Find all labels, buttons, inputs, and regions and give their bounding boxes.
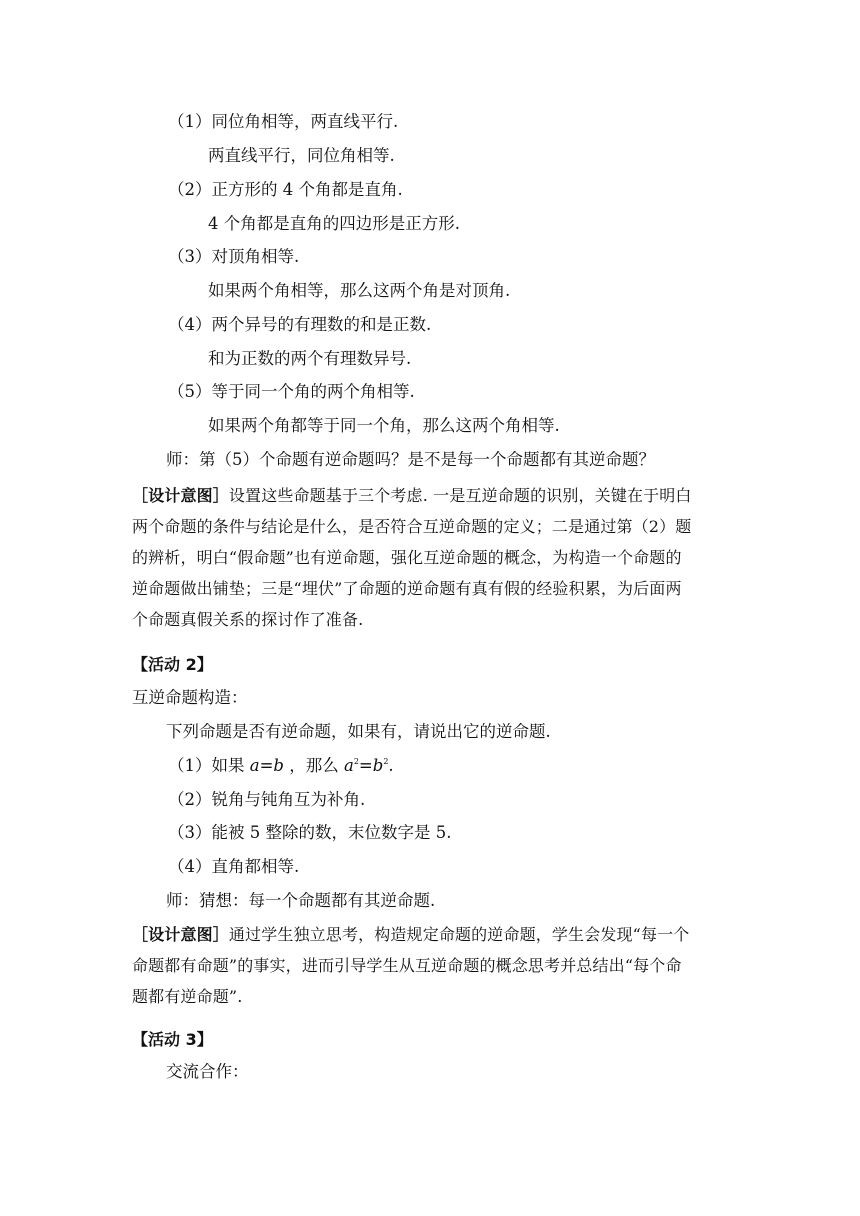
design-intent-1: ［设计意图］设置这些命题基于三个考虑. 一是互逆命题的识别，关键在于明白 两个命题的条件与结论是什么，是否符合互逆命题的定义；二是通过第（2）题 的辨析，明白“假命题”也有逆命题，强化互逆命题的概念，为构造一个命题的 逆命题做出铺垫；三是“埋伏”了命题的逆命题有真有假的经验积累，为后面两 个命题真假关系的探讨作了准备. xyxy=(132,486,692,629)
converse-5: 如果两个角都等于同一个角，那么这两个角相等. xyxy=(208,416,560,435)
proposition-2: （2）锐角与钝角互为补角. xyxy=(168,790,366,809)
converse-3: 如果两个角相等，那么这两个角是对顶角. xyxy=(208,281,511,300)
statement-4: （4）两个异号的有理数的和是正数. xyxy=(168,315,432,334)
statement-2: （2）正方形的 4 个角都是直角. xyxy=(168,180,403,199)
teacher-question: 师：第（5）个命题有逆命题吗？是不是每一个命题都有其逆命题？ xyxy=(166,450,655,469)
proposition-1: （1）如果 a=b ，那么 $a^2=b^2$. xyxy=(168,756,394,775)
activity-2-heading: 【活动 2】 xyxy=(132,655,213,674)
proposition-3: （3）能被 5 整除的数，末位数字是 5. xyxy=(168,823,452,842)
converse-4: 和为正数的两个有理数异号. xyxy=(208,349,412,368)
activity-2-instruction: 下列命题是否有逆命题，如果有，请说出它的逆命题. xyxy=(166,722,551,741)
design-intent-tag: ［设计意图］ xyxy=(132,486,229,505)
converse-2: 4 个角都是直角的四边形是正方形. xyxy=(208,214,460,233)
statement-3: （3）对顶角相等. xyxy=(168,247,300,266)
activity-3-heading: 【活动 3】 xyxy=(132,1030,213,1049)
activity-3-subtitle: 交流合作： xyxy=(166,1062,249,1081)
statement-1: （1）同位角相等，两直线平行. xyxy=(168,112,399,131)
statement-5: （5）等于同一个角的两个角相等. xyxy=(168,382,415,401)
design-intent-2: ［设计意图］通过学生独立思考，构造规定命题的逆命题，学生会发现“每一个 命题都有命题”的事实，进而引导学生从互逆命题的概念思考并总结出“每个命 题都有逆命题”. xyxy=(132,925,690,1006)
activity-2-subtitle: 互逆命题构造： xyxy=(132,688,248,707)
converse-1: 两直线平行，同位角相等. xyxy=(208,146,395,165)
teacher-guess: 师：猜想：每一个命题都有其逆命题. xyxy=(166,891,436,910)
design-intent-tag: ［设计意图］ xyxy=(132,925,229,944)
proposition-4: （4）直角都相等. xyxy=(168,857,300,876)
